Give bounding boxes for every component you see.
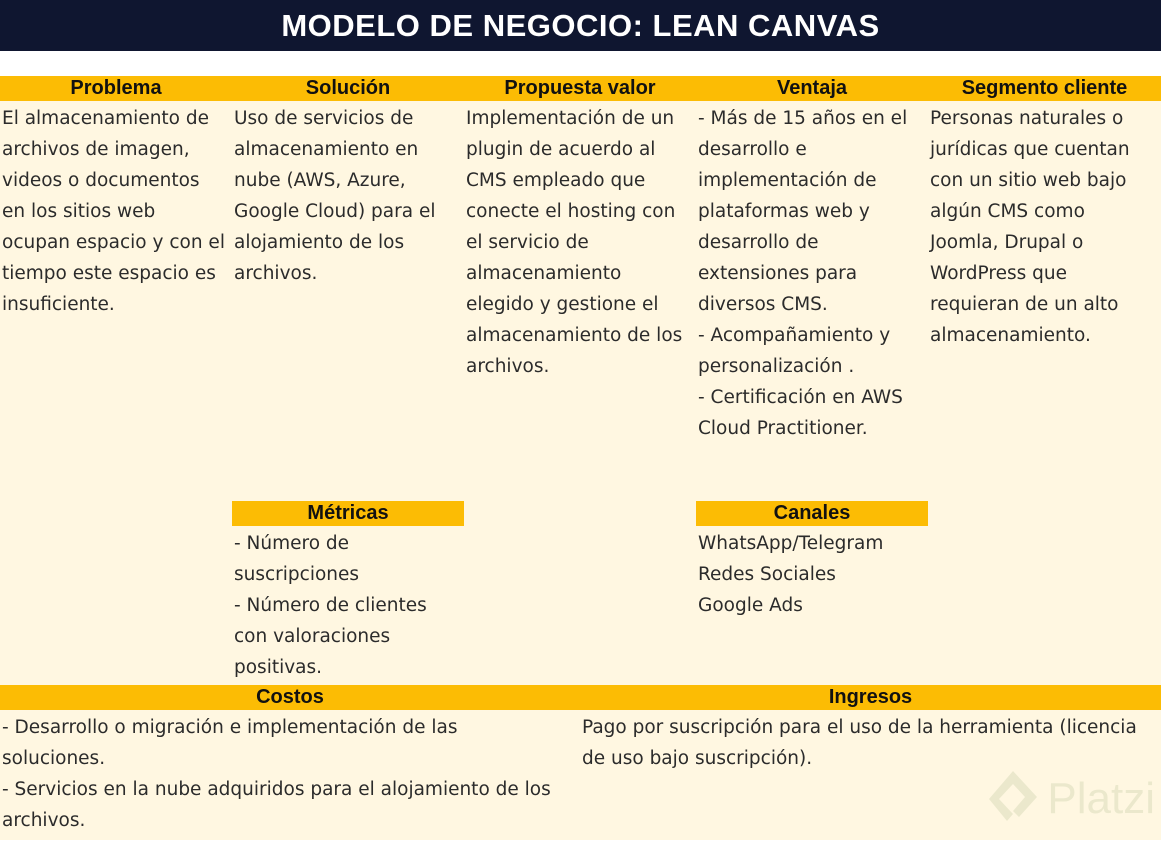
header-solucion: Solución	[232, 76, 464, 101]
canales-text: WhatsApp/Telegram Redes Sociales Google Ads	[698, 533, 884, 616]
header-propuesta-valor: Propuesta valor	[464, 76, 696, 101]
solucion-text: Uso de servicios de almacenamiento en nube (AWS, Azure, Google Cloud) para el alojamiento de los archivos.	[234, 108, 436, 284]
platzi-logo-icon	[985, 767, 1041, 831]
header-metricas: Métricas	[232, 501, 464, 526]
platzi-watermark	[985, 766, 1155, 832]
propuesta-valor-text: Implementación de un plugin de acuerdo al CMS empleado que conecte el hosting con el servicio de almacenamiento elegido y gestione el almacenamiento de los archivos.	[466, 108, 683, 377]
watermark-text: Platzi	[1047, 774, 1155, 823]
header-canales: Canales	[696, 501, 928, 526]
ventaja-text: - Más de 15 años en el desarrollo e implementación de plataformas web y desarrollo de extensiones para diversos CMS. - Acompañamiento y personalización . - Certificación en AWS Cloud Practitioner.	[698, 108, 908, 439]
header-ventaja: Ventaja	[696, 76, 928, 101]
header-costos: Costos	[0, 685, 580, 710]
problema-text: El almacenamiento de archivos de imagen, videos o documentos en los sitios web ocupan espacio y con el tiempo este espacio es insuficiente.	[2, 108, 225, 315]
header-problema: Problema	[0, 76, 232, 101]
header-segmento-cliente: Segmento cliente	[928, 76, 1161, 101]
header-ingresos: Ingresos	[580, 685, 1161, 710]
costos-text: - Desarrollo o migración e implementación de las soluciones. - Servicios en la nube adquiridos para el alojamiento de los archivos.	[2, 717, 551, 831]
page-title: MODELO DE NEGOCIO: LEAN CANVAS	[0, 0, 1161, 51]
segmento-cliente-text: Personas naturales o jurídicas que cuentan con un sitio web bajo algún CMS como Joomla, Drupal o WordPress que requieran de un alto almacenamiento.	[930, 108, 1130, 346]
ingresos-text: Pago por suscripción para el uso de la herramienta (licencia de uso bajo suscripción).	[582, 717, 1137, 769]
metricas-text: - Número de suscripciones - Número de clientes con valoraciones positivas.	[234, 533, 427, 678]
